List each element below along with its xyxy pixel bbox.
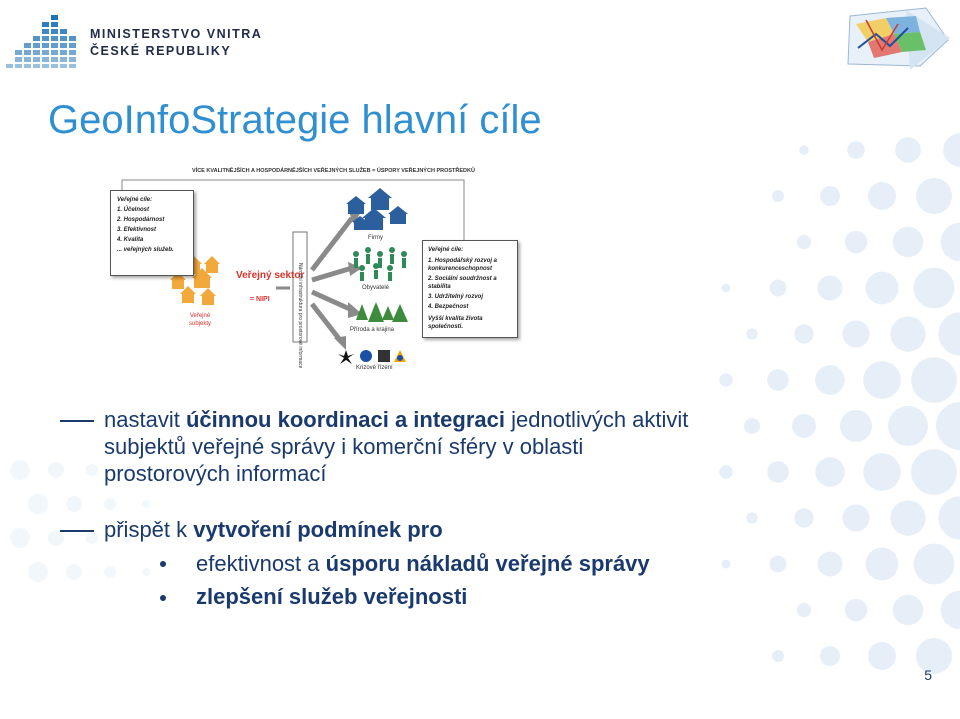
- right-goal-item: 1. Hospodářský rozvoj a konkurenceschopnost: [428, 258, 498, 272]
- page-number: 5: [924, 667, 932, 683]
- public-sector-label: Veřejný sektor: [236, 270, 305, 281]
- right-goal-item: 4. Bezpečnost: [428, 304, 469, 310]
- citizens-label: Obyvatelé: [362, 285, 390, 291]
- left-goals-heading: Veřejné cíle:: [117, 197, 153, 203]
- bullet-2-text: přispět k: [104, 517, 194, 542]
- right-goals-heading: Veřejné cíle:: [428, 247, 464, 253]
- geoinfo-map-emblem-icon: [846, 4, 952, 74]
- public-subjects-label: Veřejné subjekty: [188, 313, 211, 327]
- slide-title: GeoInfoStrategie hlavní cíle: [48, 98, 542, 142]
- nipi-vertical-label: [297, 263, 303, 303]
- left-goals-box: [110, 190, 194, 276]
- ministry-logo-icon: [4, 10, 82, 68]
- dot-bullet: [160, 561, 166, 567]
- ministry-name-line2: ČESKÉ REPUBLIKY: [90, 44, 232, 58]
- sub-bullet-2: zlepšení služeb veřejnosti: [196, 584, 468, 609]
- public-sector-sub: = NIPI: [250, 296, 270, 303]
- firms-label: Firmy: [368, 235, 383, 241]
- bullet-1-line3: prostorových informací: [104, 461, 327, 486]
- dash-bullet: [60, 420, 94, 422]
- bullet-1-line2: subjektů veřejné správy i komerční sféry v oblasti: [104, 434, 584, 459]
- sub-bullet-1: [196, 550, 650, 577]
- right-goals-footer: Vyšší kvalita života společnosti.: [428, 316, 483, 330]
- ministry-name-line1: MINISTERSTVO VNITRA: [90, 27, 263, 41]
- nature-label: Příroda a krajina: [350, 327, 395, 333]
- dot-bullet: [160, 595, 166, 601]
- bullet-1-text-end: jednotlivých aktivit: [505, 407, 689, 432]
- dash-bullet: [60, 530, 94, 532]
- sub-bullet-1-bold: úsporu nákladů veřejné správy: [325, 551, 650, 576]
- strategy-diagram: [100, 160, 520, 375]
- sub-bullet-1-text: efektivnost a: [196, 551, 326, 576]
- right-goal-item: 2. Sociální soudržnost a stabilita: [428, 276, 497, 290]
- left-goal-item: 4. Kvalita: [117, 237, 144, 243]
- left-goal-item: 1. Účelnost: [117, 207, 150, 213]
- left-goal-item: ... veřejných služeb.: [117, 247, 174, 253]
- bullet-1-text: nastavit: [104, 407, 186, 432]
- crisis-label: Krizové řízení: [356, 365, 393, 371]
- bullet-1-line1: [104, 406, 688, 433]
- bullet-2-line: [104, 516, 443, 543]
- bullet-2-bold: vytvoření podmínek pro: [193, 517, 443, 542]
- left-goal-item: 2. Hospodárnost: [117, 217, 165, 223]
- diagram-top-banner: VÍCE KVALITNĚJŠÍCH A HOSPODÁRNĚJŠÍCH VEŘEJNÝCH SLUŽEB = ÚSPORY VEŘEJNÝCH PROSTŘEDKŮ: [192, 168, 475, 174]
- right-goals-box: [422, 240, 518, 338]
- left-goal-item: 3. Efektivnost: [117, 227, 157, 233]
- right-goal-item: 3. Udržitelný rozvoj: [428, 294, 484, 300]
- bullet-1-bold: účinnou koordinaci a integraci: [185, 407, 505, 432]
